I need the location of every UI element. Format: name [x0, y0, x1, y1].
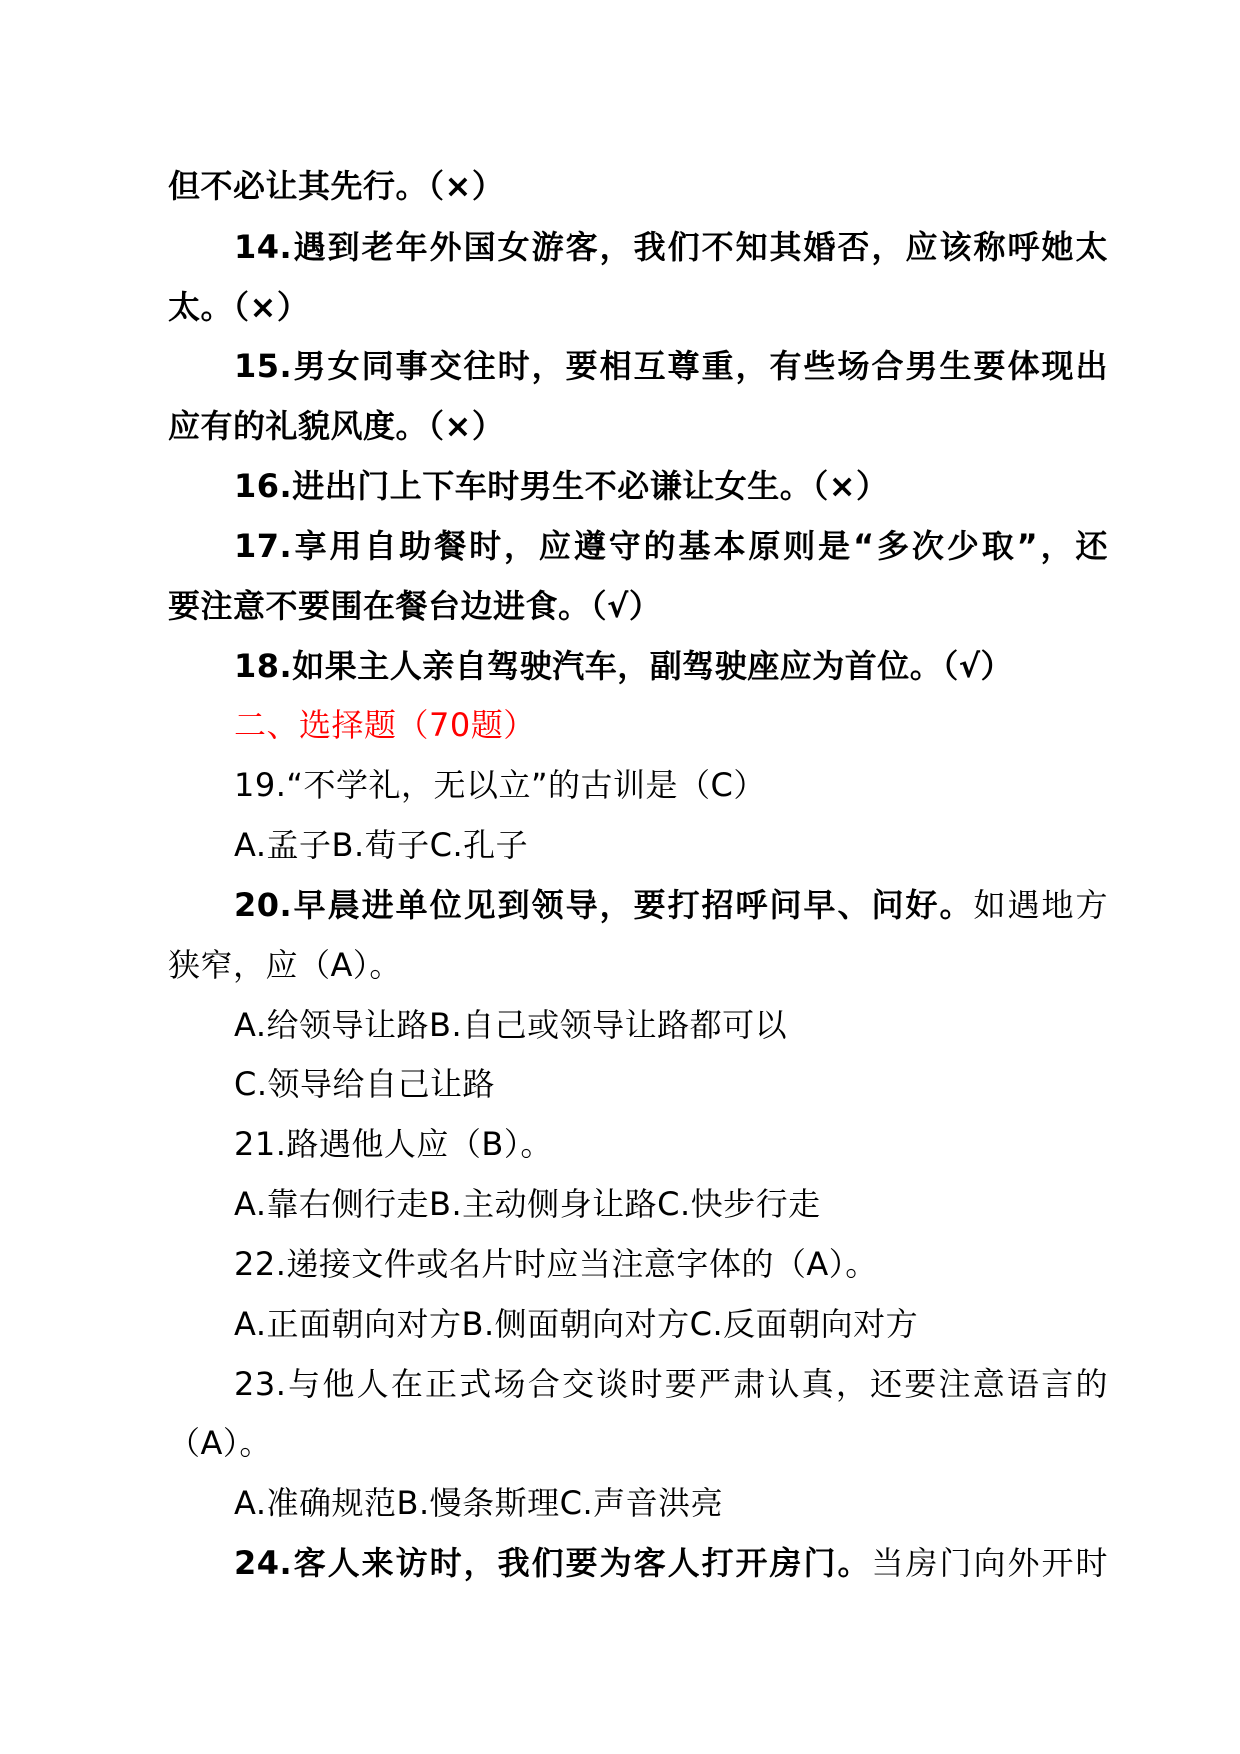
- text-line: [168, 1423, 1108, 1463]
- text-segment: 15.男女同事交往时，要相互尊重，有些场合男生要体现出: [234, 347, 1108, 385]
- question-23-line: [234, 1364, 1108, 1404]
- text-segment: 要注意不要围在餐台边进食。（√）: [168, 587, 662, 625]
- options-line: [234, 1064, 1108, 1104]
- text-line: [168, 945, 1108, 985]
- text-segment: 二、选择题（70题）: [234, 706, 536, 744]
- text-segment: 16.进出门上下车时男生不必谦让女生。（×）: [234, 467, 889, 505]
- options-line: [234, 1184, 1108, 1224]
- options-line: [234, 1483, 1108, 1523]
- text-segment: 如遇地方: [973, 886, 1108, 924]
- text-segment: A.靠右侧行走B.主动侧身让路C.快步行走: [234, 1185, 821, 1223]
- section-heading: [234, 705, 1108, 745]
- text-segment: 23.与他人在正式场合交谈时要严肃认真，还要注意语言的: [234, 1365, 1108, 1403]
- options-line: [234, 1304, 1108, 1344]
- text-segment-bold: 24.客人来访时，我们要为客人打开房门。: [234, 1544, 872, 1582]
- text-segment: A.孟子B.荀子C.孔子: [234, 826, 529, 864]
- text-segment-bold: 20.早晨进单位见到领导，要打招呼问早、问好。: [234, 886, 974, 924]
- text-segment: 应有的礼貌风度。（×）: [168, 407, 505, 445]
- question-18-line: [234, 646, 1108, 686]
- text-segment: 17.享用自助餐时，应遵守的基本原则是“多次少取”，还: [234, 527, 1108, 565]
- question-20-line: [234, 885, 1108, 925]
- text-line: [168, 406, 1108, 446]
- text-segment: 19.“不学礼，无以立”的古训是（C）: [234, 766, 766, 804]
- question-14-line: [234, 227, 1108, 267]
- text-line: [168, 166, 1108, 206]
- text-line: [168, 287, 1108, 327]
- options-line: [234, 825, 1108, 865]
- question-24-line: [234, 1543, 1108, 1583]
- text-segment: 狭窄，应（A）。: [168, 946, 402, 984]
- text-segment: 但不必让其先行。（×）: [168, 167, 505, 205]
- question-21-line: [234, 1124, 1108, 1164]
- text-segment: 太。（×）: [168, 288, 310, 326]
- question-19-line: [234, 765, 1108, 805]
- text-segment: 21.路遇他人应（B）。: [234, 1125, 553, 1163]
- text-segment: A.给领导让路B.自己或领导让路都可以: [234, 1006, 788, 1044]
- text-segment: 14.遇到老年外国女游客，我们不知其婚否，应该称呼她太: [234, 228, 1108, 266]
- text-segment: 当房门向外开时: [871, 1544, 1108, 1582]
- text-segment: A.正面朝向对方B.侧面朝向对方C.反面朝向对方: [234, 1305, 919, 1343]
- text-segment: A.准确规范B.慢条斯理C.声音洪亮: [234, 1484, 724, 1522]
- text-segment: 22.递接文件或名片时应当注意字体的（A）。: [234, 1245, 878, 1283]
- options-line: [234, 1005, 1108, 1045]
- text-line: [168, 586, 1108, 626]
- question-22-line: [234, 1244, 1108, 1284]
- text-segment: 18.如果主人亲自驾驶汽车，副驾驶座应为首位。（√）: [234, 647, 1014, 685]
- question-16-line: [234, 466, 1108, 506]
- text-segment: C.领导给自己让路: [234, 1065, 496, 1103]
- text-segment: （A）。: [168, 1424, 272, 1462]
- question-17-line: [234, 526, 1108, 566]
- question-15-line: [234, 346, 1108, 386]
